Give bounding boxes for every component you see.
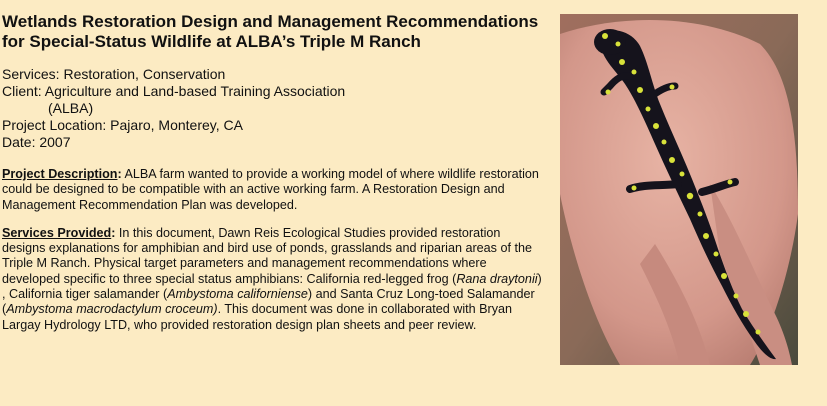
project-meta xyxy=(2,66,547,151)
salamander-back-leg xyxy=(630,184,678,189)
article xyxy=(2,0,547,333)
page-title: Wetlands Restoration Design and Management Recommendations for Special-Status Wildlife at ALBA’s Triple M Ranch xyxy=(2,12,539,51)
services-text: In this document, Dawn Reis Ecological Studies provided restoration designs explanations for amphibian and bird use of ponds, grasslands and riparian areas of the Triple M Ranch. Physical target parameters and management recommendations where developed specific to three special status amphibians: California red-legged frog ( xyxy=(2,225,532,286)
project-description-text: ALBA farm wanted to provide a working model of where wildlife restoration could be designed to be compatible with an active working farm. A Restoration Design and Management Recommendation Plan was developed. xyxy=(2,167,539,212)
heading-colon: : xyxy=(111,225,116,240)
location-line: Project Location: Pajaro, Monterey, CA xyxy=(2,117,243,133)
services-provided-heading: Services Provided xyxy=(2,225,112,240)
date-line: Date: 2007 xyxy=(2,134,71,150)
species-name: Ambystoma californiense xyxy=(167,287,308,302)
client-line: Client: Agriculture and Land-based Training Association xyxy=(2,83,346,99)
services-line: Services: Restoration, Conservation xyxy=(2,66,226,82)
services-text: . This document was done in collaborated with Bryan Largay Hydrology LTD, who provided restoration design plan sheets and peer review. xyxy=(2,302,513,332)
salamander-head xyxy=(594,29,626,55)
services-text: ) and Santa Cruz Long-toed Salamander ( xyxy=(2,287,535,317)
species-name: Ambystoma macrodactylum croceum) xyxy=(6,302,218,317)
salamander-on-hand-image xyxy=(560,14,798,365)
services-provided xyxy=(2,226,547,333)
client-line-cont: (ALBA) xyxy=(48,100,94,116)
salamander-photo xyxy=(560,14,798,365)
species-name: Rana draytonii xyxy=(456,271,538,286)
project-description-heading: Project Description xyxy=(2,167,118,181)
services-text: ) , California tiger salamander ( xyxy=(2,271,542,302)
project-description xyxy=(2,167,547,213)
heading-colon: : xyxy=(117,167,122,181)
